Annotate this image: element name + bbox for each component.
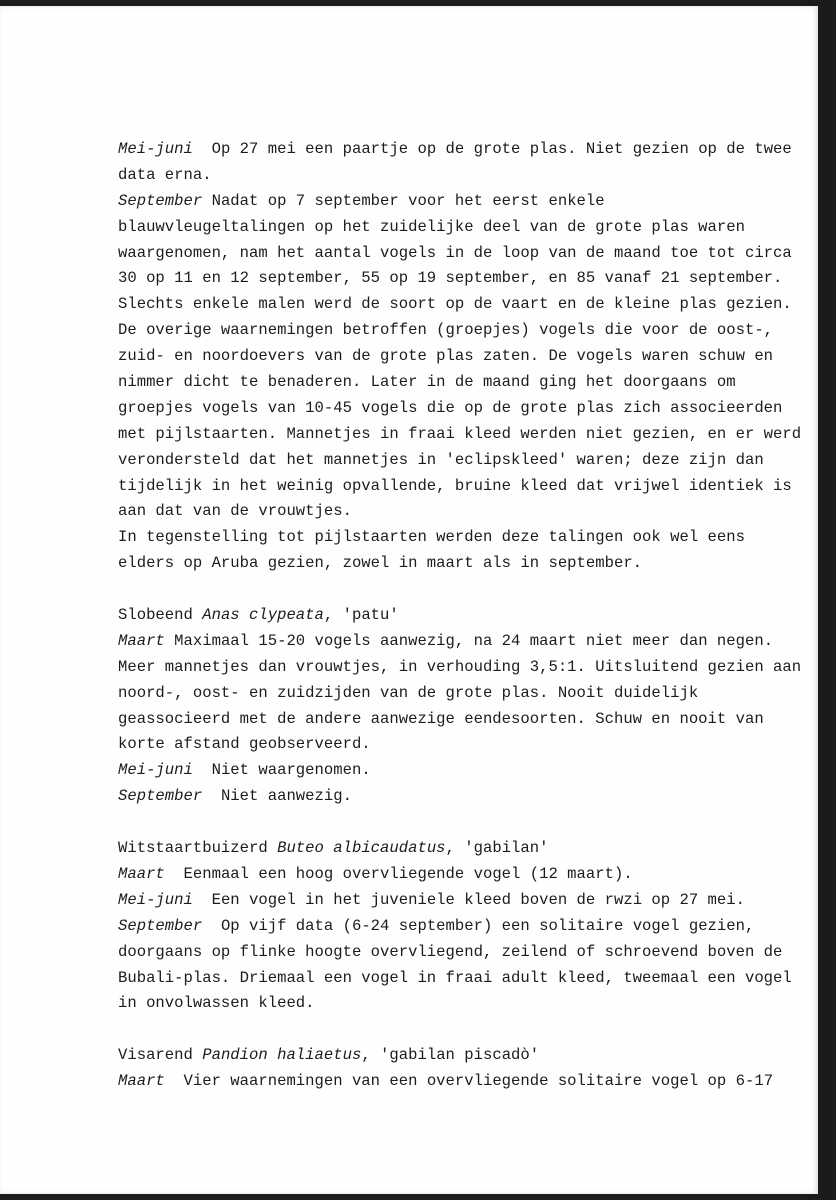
line-text: Eenmaal een hoog overvliegende vogel (12 maart). bbox=[164, 864, 633, 883]
line-text: Nadat op 7 september voor het eerst enkele bbox=[202, 191, 605, 210]
text-line bbox=[118, 499, 778, 525]
line-text: , 'gabilan' bbox=[445, 839, 549, 858]
text-line bbox=[118, 836, 778, 862]
line-text: Niet waargenomen. bbox=[192, 761, 371, 780]
body-text bbox=[118, 137, 802, 1095]
text-line bbox=[118, 758, 778, 784]
text-line bbox=[118, 1069, 778, 1095]
italic-term: Buteo albicaudatus bbox=[277, 839, 446, 858]
line-text: blauwvleugeltalingen op het zuidelijke deel van de grote plas waren bbox=[118, 217, 745, 236]
text-line bbox=[118, 784, 778, 810]
text-line bbox=[118, 448, 778, 474]
paragraph-gap bbox=[118, 810, 778, 836]
italic-term: Anas clypeata bbox=[202, 606, 324, 625]
line-text: in onvolwassen kleed. bbox=[118, 994, 315, 1013]
text-line bbox=[118, 629, 778, 655]
line-text: De overige waarnemingen betroffen (groepjes) vogels die voor de oost-, bbox=[118, 321, 774, 340]
line-text: elders op Aruba gezien, zowel in maart als in september. bbox=[118, 554, 643, 573]
line-prefix: Witstaartbuizerd bbox=[118, 839, 278, 858]
line-text: met pijlstaarten. Mannetjes in fraai kleed werden niet gezien, en er werd bbox=[118, 424, 802, 443]
italic-term: Maart bbox=[118, 1072, 165, 1091]
text-line bbox=[118, 215, 778, 241]
line-text: nimmer dicht te benaderen. Later in de maand ging het doorgaans om bbox=[118, 373, 736, 392]
text-line bbox=[118, 292, 792, 318]
line-text: Slechts enkele malen werd de soort op de vaart en de kleine plas gezien. bbox=[118, 295, 792, 314]
italic-term: Maart bbox=[118, 631, 165, 650]
line-text: Op vijf data (6-24 september) een solitaire vogel gezien, bbox=[202, 916, 755, 935]
italic-term: September bbox=[118, 916, 203, 935]
line-text: Vier waarnemingen van een overvliegende solitaire vogel op 6-17 bbox=[164, 1072, 774, 1091]
document-page bbox=[0, 6, 818, 1194]
text-line bbox=[118, 707, 778, 733]
italic-term: September bbox=[118, 191, 203, 210]
italic-term: Mei-juni bbox=[118, 140, 193, 158]
text-line bbox=[118, 940, 783, 966]
line-text: groepjes vogels van 10-45 vogels die op de grote plas zich associeerden bbox=[118, 398, 783, 417]
text-line bbox=[118, 862, 778, 888]
text-line bbox=[118, 551, 778, 577]
text-line bbox=[118, 966, 792, 992]
paragraph-gap bbox=[118, 577, 778, 603]
italic-term: Mei-juni bbox=[118, 890, 193, 909]
line-text: Maximaal 15-20 vogels aanwezig, na 24 maart niet meer dan negen. bbox=[164, 631, 774, 650]
line-text: tijdelijk in het weinig opvallende, bruine kleed dat vrijwel identiek is bbox=[118, 476, 792, 495]
line-text: noord-, oost- en zuidzijden van de grote plas. Nooit duidelijk bbox=[118, 683, 699, 702]
italic-term: September bbox=[118, 787, 203, 806]
text-line bbox=[118, 991, 778, 1017]
italic-term: Pandion haliaetus bbox=[202, 1046, 362, 1065]
text-line bbox=[118, 681, 778, 707]
line-text: Meer mannetjes dan vrouwtjes, in verhouding 3,5:1. Uitsluitend gezien aan bbox=[118, 657, 802, 676]
line-text: , 'gabilan piscadò' bbox=[361, 1046, 540, 1065]
line-text: data erna. bbox=[118, 165, 212, 184]
text-line bbox=[118, 370, 778, 396]
line-text: , 'patu' bbox=[323, 606, 399, 625]
line-text: aan dat van de vrouwtjes. bbox=[118, 502, 352, 521]
text-line bbox=[118, 914, 778, 940]
line-text: In tegenstelling tot pijlstaarten werden deze talingen ook wel eens bbox=[118, 528, 745, 547]
line-text: Op 27 mei een paartje op de grote plas. Niet gezien op de twee bbox=[192, 140, 792, 158]
line-text: 30 op 11 en 12 september, 55 op 19 september, en 85 vanaf 21 september. bbox=[118, 269, 783, 288]
text-line bbox=[118, 655, 802, 681]
line-text: verondersteld dat het mannetjes in 'eclipskleed' waren; deze zijn dan bbox=[118, 450, 764, 469]
line-text: zuid- en noordoevers van de grote plas zaten. De vogels waren schuw en bbox=[118, 347, 774, 366]
line-text: korte afstand geobserveerd. bbox=[118, 735, 371, 754]
italic-term: Maart bbox=[118, 864, 165, 883]
line-prefix: Visarend bbox=[118, 1046, 203, 1065]
text-line bbox=[118, 163, 778, 189]
text-line bbox=[118, 732, 778, 758]
text-line bbox=[118, 266, 783, 292]
italic-term: Mei-juni bbox=[118, 761, 193, 780]
line-text: waargenomen, nam het aantal vogels in de loop van de maand toe tot circa bbox=[118, 243, 792, 262]
text-line bbox=[118, 241, 792, 267]
text-line bbox=[118, 189, 778, 215]
line-text: Een vogel in het juveniele kleed boven de rwzi op 27 mei. bbox=[192, 890, 745, 909]
text-line bbox=[118, 422, 802, 448]
line-text: doorgaans op flinke hoogte overvliegend, zeilend of schroevend boven de bbox=[118, 942, 783, 961]
text-line bbox=[118, 344, 778, 370]
text-line bbox=[118, 603, 778, 629]
text-line bbox=[118, 318, 778, 344]
text-line bbox=[118, 525, 778, 551]
paragraph-gap bbox=[118, 1017, 778, 1043]
line-text: Niet aanwezig. bbox=[202, 787, 352, 806]
line-text: geassocieerd met de andere aanwezige eendesoorten. Schuw en nooit van bbox=[118, 709, 764, 728]
line-text: Bubali-plas. Driemaal een vogel in fraai adult kleed, tweemaal een vogel bbox=[118, 968, 792, 987]
text-line bbox=[118, 1043, 778, 1069]
line-prefix: Slobeend bbox=[118, 606, 203, 625]
text-line bbox=[118, 888, 778, 914]
text-line bbox=[118, 474, 792, 500]
text-line bbox=[118, 396, 783, 422]
text-line bbox=[118, 137, 792, 163]
